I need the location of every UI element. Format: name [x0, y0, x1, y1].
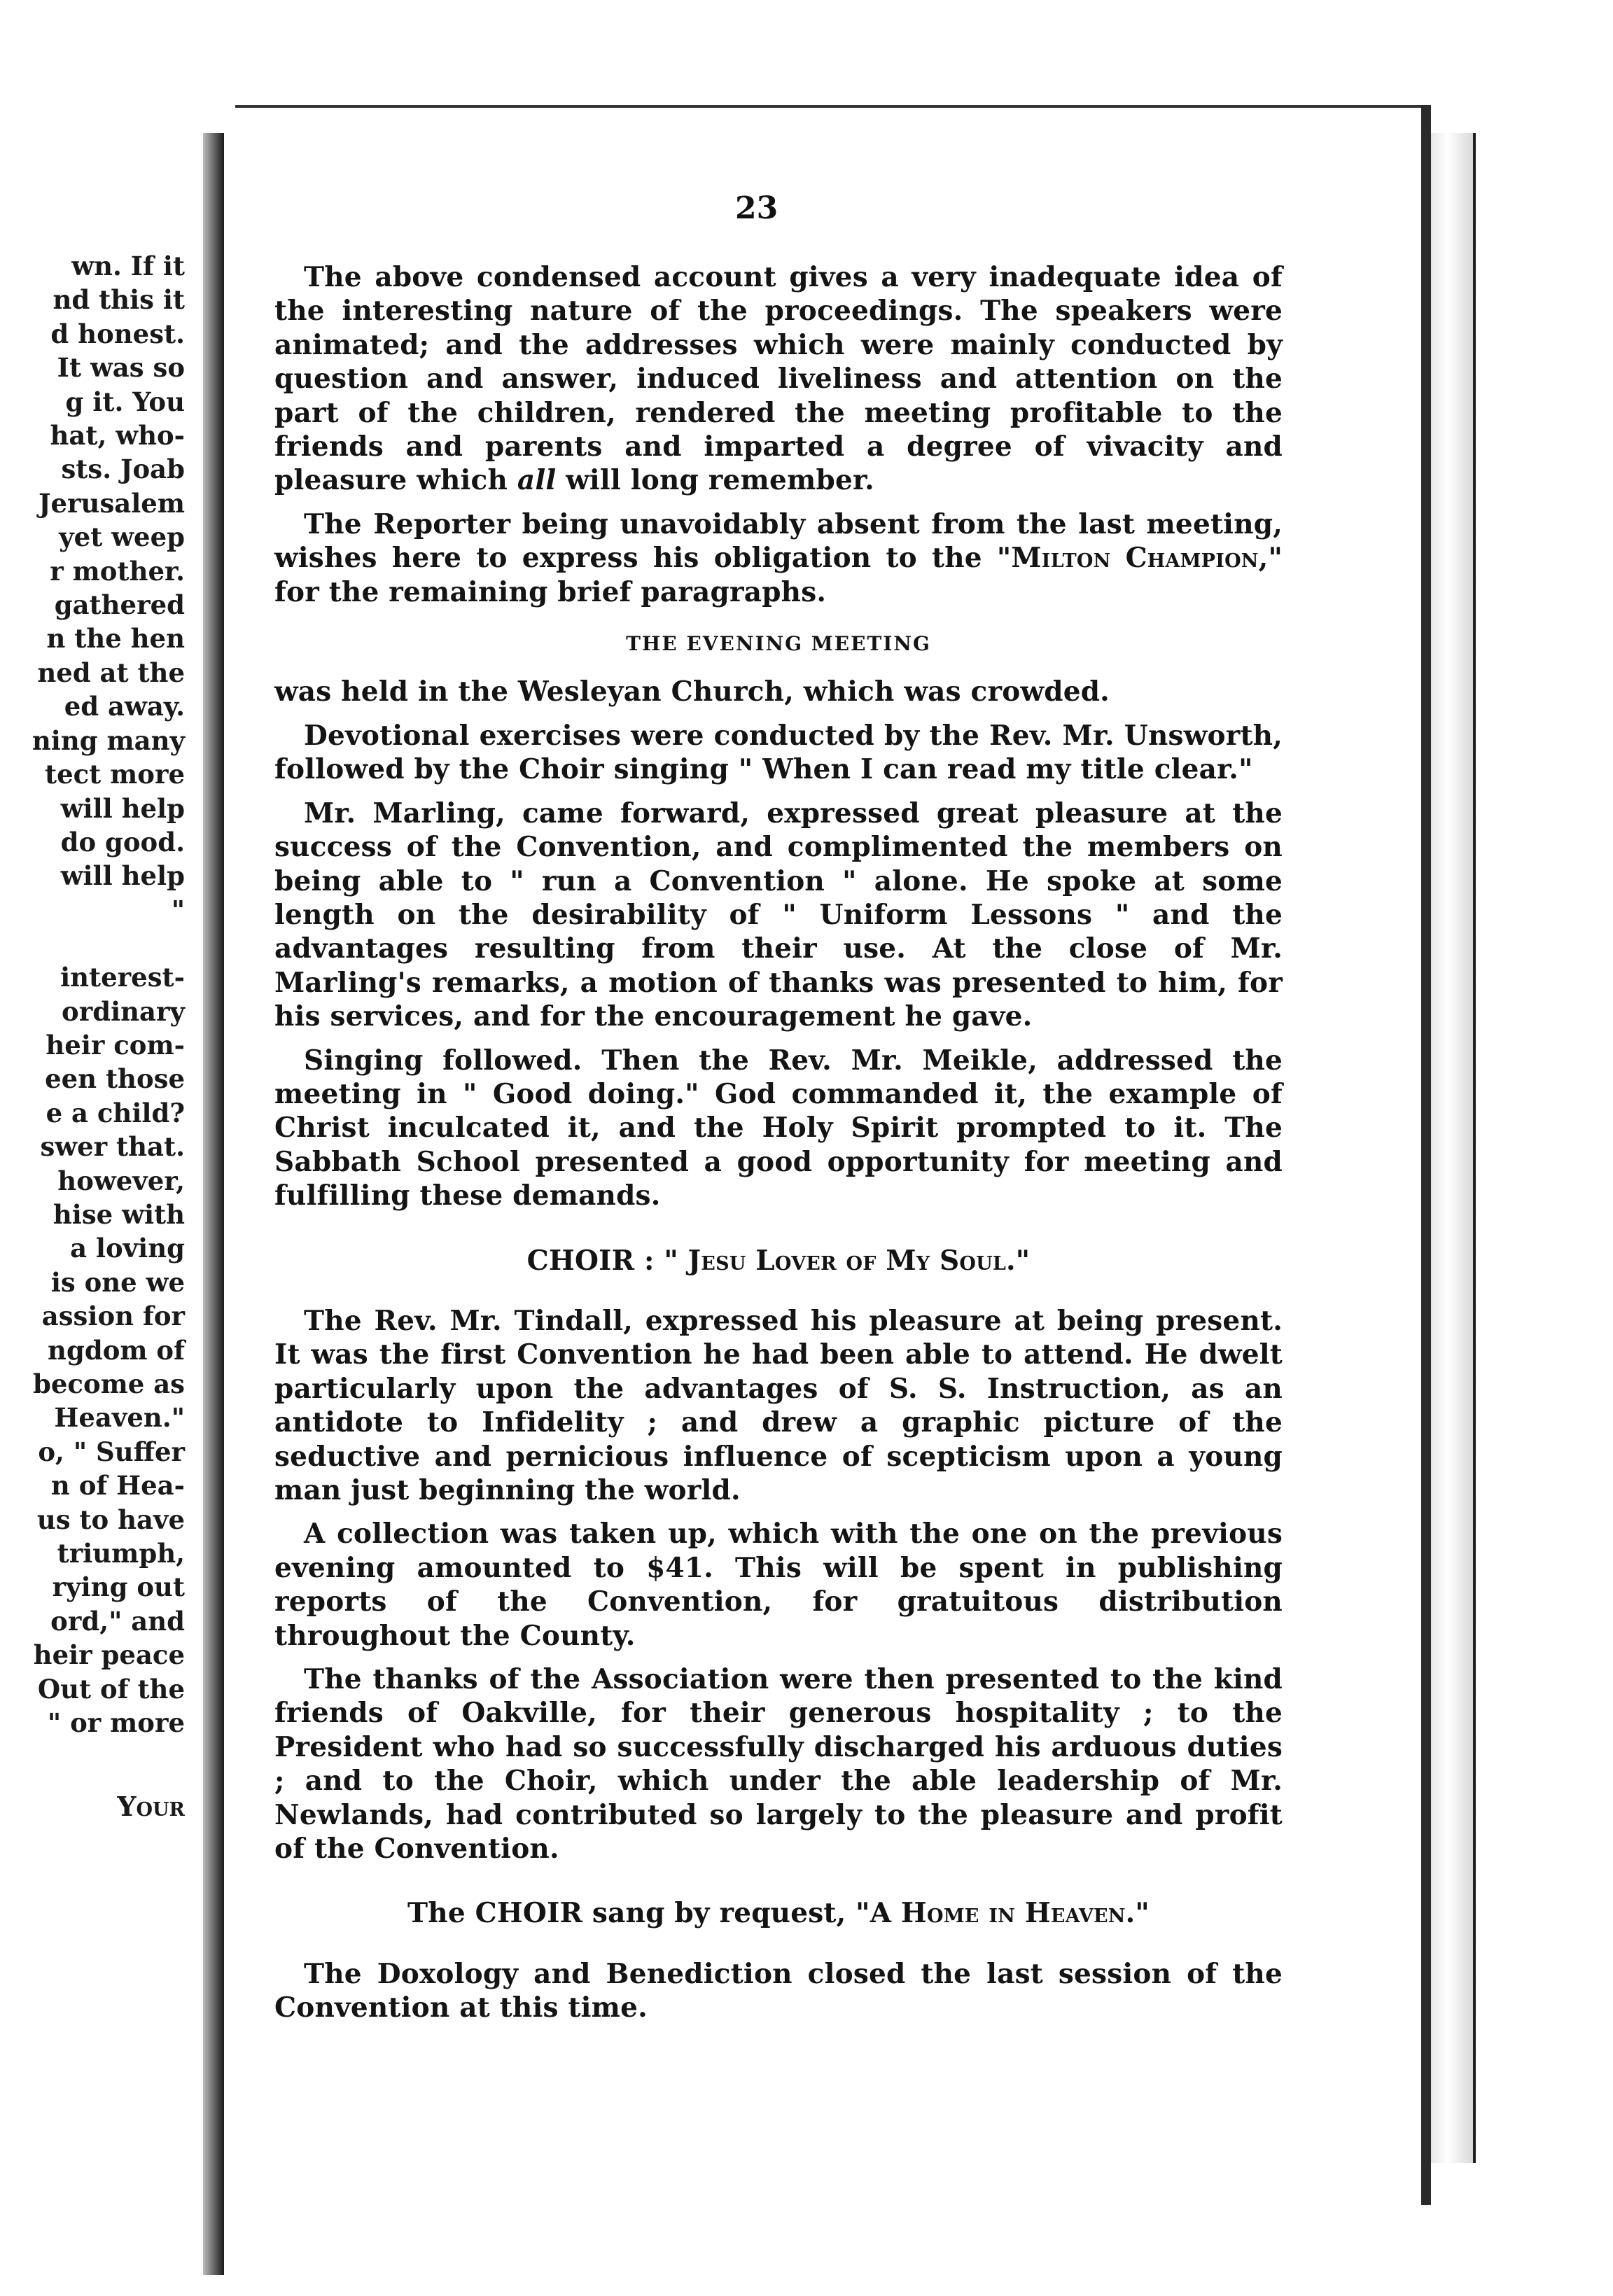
paragraph-doxology: The Doxology and Benediction closed the last session of the Convention at this time. — [274, 1957, 1283, 2024]
left-page-line: ning many — [32, 724, 185, 756]
left-page-line: a loving — [70, 1233, 185, 1264]
left-page-line: nd this it — [53, 284, 185, 316]
paragraph-reporter: The Reporter being unavoidably absent from the last meeting, wishes here to express his obligation to the "Milton Champion," for the remaining brief paragraphs. — [274, 507, 1283, 608]
left-page-line: heir com- — [46, 1029, 185, 1060]
left-page-line: sts. Joab — [61, 454, 185, 485]
page-edge-shadow — [1421, 105, 1431, 2205]
left-page-line: d honest. — [50, 318, 185, 349]
left-facing-page — [0, 133, 224, 2275]
left-page-line: n the hen — [46, 623, 185, 654]
left-page-line: heir peace — [33, 1639, 185, 1671]
left-page-line: tect more — [45, 759, 185, 790]
left-page-text — [0, 249, 185, 1824]
left-page-line: yet weep — [59, 522, 185, 553]
left-page-line: ngdom of — [48, 1334, 185, 1366]
left-page-line: n of Hea- — [50, 1470, 185, 1502]
page-number: 23 — [735, 190, 778, 226]
left-page-line: e a child? — [46, 1097, 185, 1128]
book-gutter — [203, 133, 224, 2275]
paragraph-marling: Mr. Marling, came forward, expressed great pleasure at the success of the Convention, and complimented the members on being able to " run a Convention " alone. He spoke at some length on the desirability of " Uniform Lessons " and the advantages resulting from their use. At the close of Mr. Marling's remarks, a motion of thanks was presented to him, for his services, and for the encouragement he gave. — [274, 797, 1283, 1033]
left-page-line: It was so — [57, 352, 185, 384]
paragraph-meikle: Singing followed. Then the Rev. Mr. Meikle, addressed the meeting in " Good doing." God commanded it, the example of Christ inculcated it, and the Holy Spirit prompted to it. The Sabbath School presented a good opportunity for meeting and fulfilling these demands. — [274, 1044, 1283, 1212]
left-page-line: " — [171, 894, 185, 925]
left-page-line: Out of the — [37, 1673, 185, 1704]
left-page-line: triumph, — [57, 1538, 185, 1569]
left-page-line: however, — [57, 1165, 185, 1196]
left-page-line: g it. You — [65, 386, 185, 417]
left-page-line: swer that. — [40, 1131, 185, 1163]
page-content — [274, 260, 1283, 2025]
paragraph-tindall: The Rev. Mr. Tindall, expressed his pleasure at being present. It was the first Convention he had been able to attend. He dwelt particularly upon the advantages of S. S. Instruction, as an antidote to Infidelity ; and drew a graphic picture of the seductive and pernicious influence of scepticism upon a young man just beginning the world. — [274, 1304, 1283, 1506]
left-page-line: ned at the — [37, 657, 185, 688]
left-page-line: is one we — [50, 1266, 185, 1298]
left-page-line: wn. If it — [71, 251, 185, 281]
left-page-line: hise with — [53, 1198, 185, 1230]
left-page-line: assion for — [41, 1301, 185, 1332]
left-page-line: us to have — [36, 1504, 185, 1535]
paragraph-thanks: The thanks of the Association were then presented to the kind friends of Oakville, for their generous hospitality ; to the President who had so successfully discharged his arduous duties ; and to the Choir, which under the able leadership of Mr. Newlands, had contributed so largely to the pleasure and profit of the Convention. — [274, 1663, 1283, 1865]
left-page-line: do good. — [60, 826, 185, 858]
left-page-line: r mother. — [50, 555, 185, 587]
paragraph-collection: A collection was taken up, which with the one on the previous evening amounted to $41. This will be spent in publishing reports of the Convention, for gratuitous distribution throughout the County. — [274, 1518, 1283, 1652]
left-page-line: " or more — [47, 1707, 185, 1739]
left-page-line: interest- — [60, 962, 185, 993]
left-page-line: ord," and — [50, 1605, 185, 1637]
left-page-line — [0, 927, 185, 960]
choir-jesu-lover: CHOIR : " Jesu Lover of My Soul." — [526, 1244, 1031, 1277]
left-page-line: gathered — [54, 589, 185, 621]
heading-evening-meeting: THE EVENING MEETING — [626, 632, 931, 656]
left-page-line: ordinary — [62, 995, 185, 1027]
paragraph-devotional: Devotional exercises were conducted by the Rev. Mr. Unsworth, followed by the Choir singing " When I can read my title clear." — [274, 719, 1283, 786]
left-page-line: rying out — [52, 1572, 185, 1603]
left-page-last-word: Your — [117, 1791, 185, 1823]
left-page-line: een those — [45, 1063, 185, 1095]
left-page-line: will help — [60, 860, 185, 892]
choir-home-in-heaven: The CHOIR sang by request, "A Home in Heaven." — [407, 1897, 1150, 1930]
left-page-line: will help — [60, 792, 185, 824]
left-page-line: ed away. — [64, 691, 185, 722]
paragraph-condensed-account: The above condensed account gives a very inadequate idea of the interesting nature of the proceedings. The speakers were animated; and the addresses which were mainly conducted by question and answer, induced liveliness and attention on the part of the children, rendered the meeting profitable to the friends and parents and imparted a degree of vivacity and pleasure which all will long remember. — [274, 261, 1283, 497]
left-page-line: hat, who- — [50, 420, 185, 451]
page-edges — [1431, 133, 1476, 2163]
paragraph-wesleyan-church: was held in the Wesleyan Church, which was crowded. — [274, 676, 1110, 708]
left-page-line: Heaven." — [54, 1402, 185, 1434]
left-page-line: become as — [33, 1368, 185, 1399]
left-page-line: o, " Suffer — [38, 1436, 185, 1467]
left-page-line: Jerusalem — [39, 487, 185, 519]
